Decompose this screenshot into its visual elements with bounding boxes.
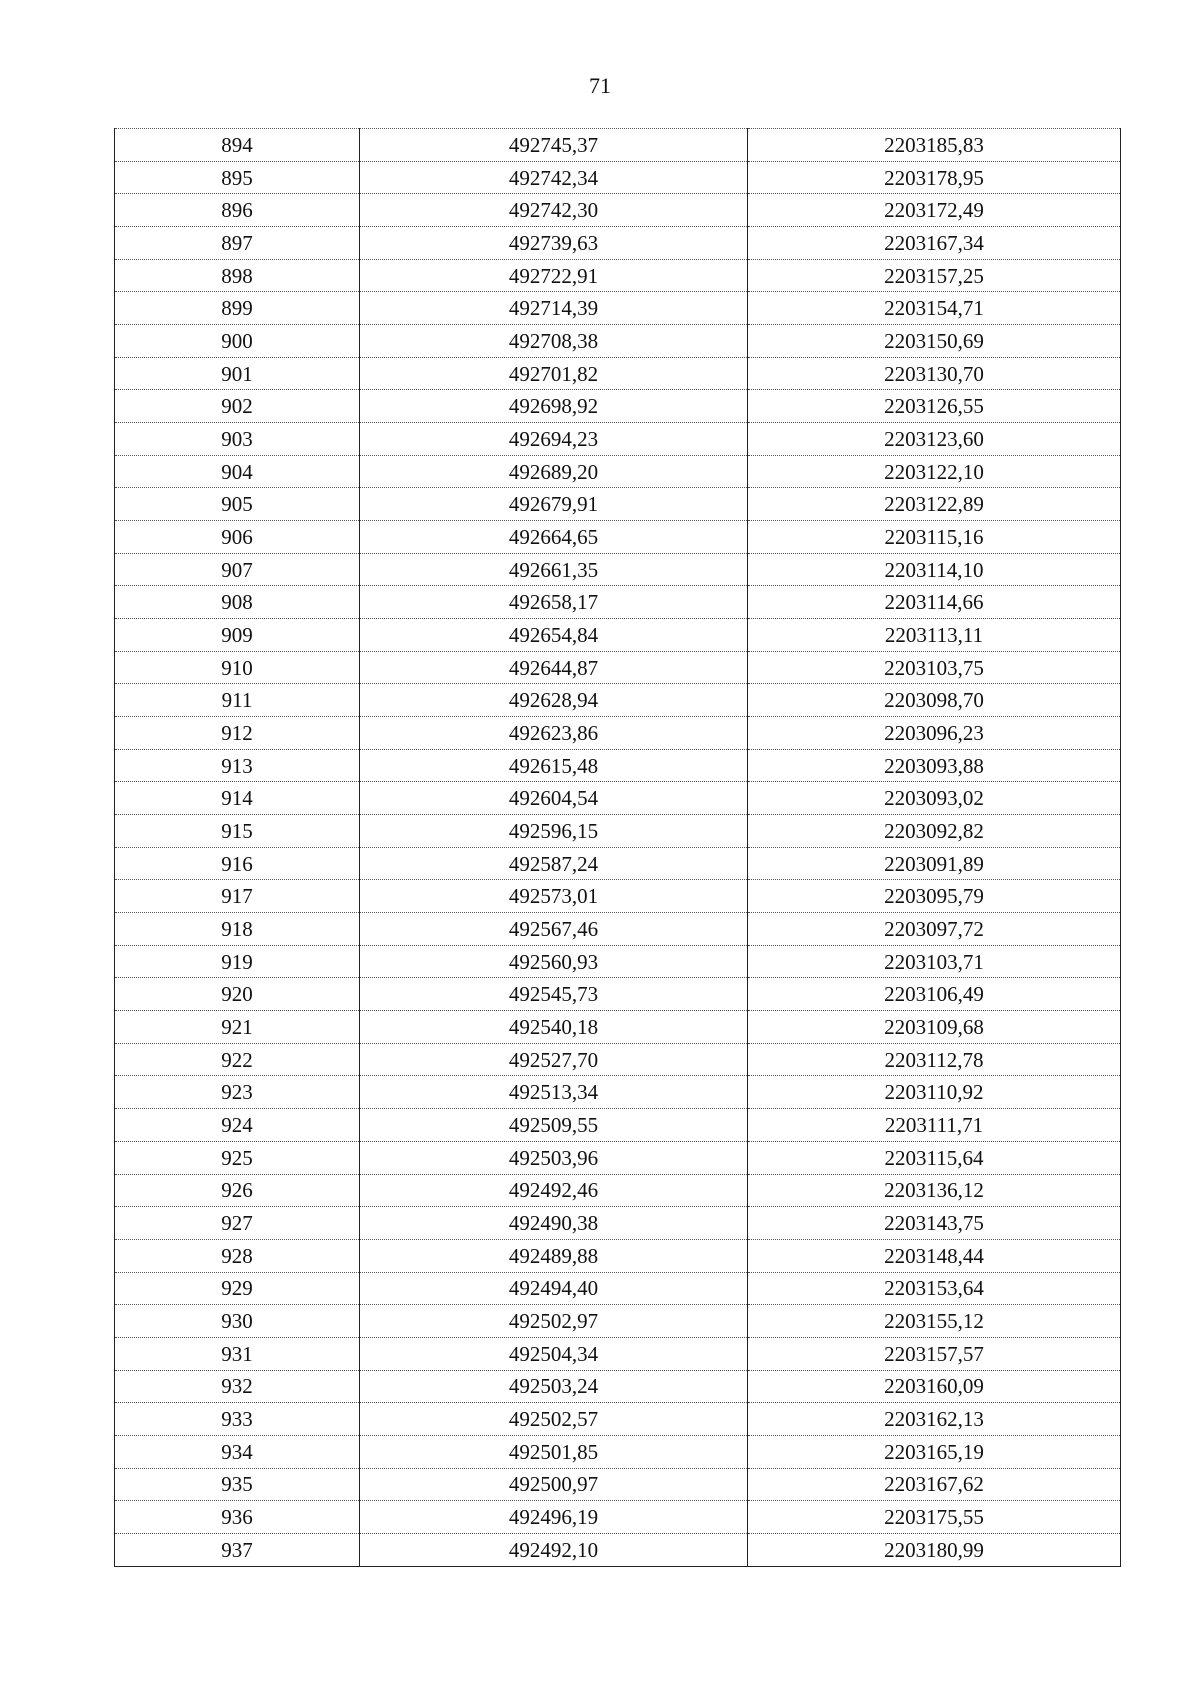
x-coordinate-cell: 492587,24 bbox=[360, 847, 748, 880]
x-coordinate-cell: 492560,93 bbox=[360, 945, 748, 978]
x-coordinate-cell: 492500,97 bbox=[360, 1468, 748, 1501]
x-coordinate-cell: 492513,34 bbox=[360, 1076, 748, 1109]
x-coordinate-cell: 492742,34 bbox=[360, 161, 748, 194]
table-row bbox=[115, 1174, 1121, 1207]
x-coordinate-cell: 492694,23 bbox=[360, 423, 748, 456]
point-number-cell: 928 bbox=[115, 1239, 360, 1272]
x-coordinate-cell: 492714,39 bbox=[360, 292, 748, 325]
table-row bbox=[115, 717, 1121, 750]
x-coordinate-cell: 492739,63 bbox=[360, 227, 748, 260]
y-coordinate-cell: 2203093,88 bbox=[748, 749, 1121, 782]
table-row bbox=[115, 1043, 1121, 1076]
x-coordinate-cell: 492502,57 bbox=[360, 1403, 748, 1436]
table-row bbox=[115, 619, 1121, 652]
x-coordinate-cell: 492708,38 bbox=[360, 325, 748, 358]
point-number-cell: 910 bbox=[115, 651, 360, 684]
x-coordinate-cell: 492596,15 bbox=[360, 815, 748, 848]
point-number-cell: 900 bbox=[115, 325, 360, 358]
table-row bbox=[115, 553, 1121, 586]
x-coordinate-cell: 492661,35 bbox=[360, 553, 748, 586]
y-coordinate-cell: 2203155,12 bbox=[748, 1305, 1121, 1338]
y-coordinate-cell: 2203122,10 bbox=[748, 455, 1121, 488]
x-coordinate-cell: 492496,19 bbox=[360, 1501, 748, 1534]
table-row bbox=[115, 1533, 1121, 1566]
table-row bbox=[115, 1076, 1121, 1109]
x-coordinate-cell: 492573,01 bbox=[360, 880, 748, 913]
point-number-cell: 908 bbox=[115, 586, 360, 619]
point-number-cell: 897 bbox=[115, 227, 360, 260]
point-number-cell: 936 bbox=[115, 1501, 360, 1534]
point-number-cell: 921 bbox=[115, 1011, 360, 1044]
x-coordinate-cell: 492698,92 bbox=[360, 390, 748, 423]
y-coordinate-cell: 2203165,19 bbox=[748, 1435, 1121, 1468]
table-row bbox=[115, 651, 1121, 684]
table-row bbox=[115, 1501, 1121, 1534]
x-coordinate-cell: 492503,24 bbox=[360, 1370, 748, 1403]
table-row bbox=[115, 423, 1121, 456]
coordinates-table-body bbox=[115, 129, 1121, 1567]
y-coordinate-cell: 2203092,82 bbox=[748, 815, 1121, 848]
y-coordinate-cell: 2203113,11 bbox=[748, 619, 1121, 652]
point-number-cell: 919 bbox=[115, 945, 360, 978]
table-row bbox=[115, 913, 1121, 946]
point-number-cell: 920 bbox=[115, 978, 360, 1011]
table-row bbox=[115, 129, 1121, 162]
table-row bbox=[115, 194, 1121, 227]
x-coordinate-cell: 492527,70 bbox=[360, 1043, 748, 1076]
y-coordinate-cell: 2203167,34 bbox=[748, 227, 1121, 260]
y-coordinate-cell: 2203091,89 bbox=[748, 847, 1121, 880]
point-number-cell: 934 bbox=[115, 1435, 360, 1468]
y-coordinate-cell: 2203103,75 bbox=[748, 651, 1121, 684]
y-coordinate-cell: 2203180,99 bbox=[748, 1533, 1121, 1566]
y-coordinate-cell: 2203103,71 bbox=[748, 945, 1121, 978]
y-coordinate-cell: 2203115,64 bbox=[748, 1141, 1121, 1174]
y-coordinate-cell: 2203150,69 bbox=[748, 325, 1121, 358]
y-coordinate-cell: 2203136,12 bbox=[748, 1174, 1121, 1207]
table-row bbox=[115, 1141, 1121, 1174]
y-coordinate-cell: 2203143,75 bbox=[748, 1207, 1121, 1240]
y-coordinate-cell: 2203154,71 bbox=[748, 292, 1121, 325]
y-coordinate-cell: 2203175,55 bbox=[748, 1501, 1121, 1534]
table-row bbox=[115, 749, 1121, 782]
y-coordinate-cell: 2203126,55 bbox=[748, 390, 1121, 423]
point-number-cell: 922 bbox=[115, 1043, 360, 1076]
x-coordinate-cell: 492604,54 bbox=[360, 782, 748, 815]
y-coordinate-cell: 2203153,64 bbox=[748, 1272, 1121, 1305]
table-row bbox=[115, 1435, 1121, 1468]
table-row bbox=[115, 1109, 1121, 1142]
table-row bbox=[115, 161, 1121, 194]
table-row bbox=[115, 847, 1121, 880]
table-row bbox=[115, 1370, 1121, 1403]
table-row bbox=[115, 1011, 1121, 1044]
x-coordinate-cell: 492644,87 bbox=[360, 651, 748, 684]
table-row bbox=[115, 978, 1121, 1011]
table-row bbox=[115, 227, 1121, 260]
x-coordinate-cell: 492689,20 bbox=[360, 455, 748, 488]
x-coordinate-cell: 492509,55 bbox=[360, 1109, 748, 1142]
point-number-cell: 896 bbox=[115, 194, 360, 227]
point-number-cell: 933 bbox=[115, 1403, 360, 1436]
x-coordinate-cell: 492504,34 bbox=[360, 1337, 748, 1370]
x-coordinate-cell: 492742,30 bbox=[360, 194, 748, 227]
x-coordinate-cell: 492503,96 bbox=[360, 1141, 748, 1174]
y-coordinate-cell: 2203123,60 bbox=[748, 423, 1121, 456]
point-number-cell: 902 bbox=[115, 390, 360, 423]
x-coordinate-cell: 492494,40 bbox=[360, 1272, 748, 1305]
table-row bbox=[115, 521, 1121, 554]
y-coordinate-cell: 2203130,70 bbox=[748, 357, 1121, 390]
x-coordinate-cell: 492654,84 bbox=[360, 619, 748, 652]
point-number-cell: 931 bbox=[115, 1337, 360, 1370]
y-coordinate-cell: 2203178,95 bbox=[748, 161, 1121, 194]
point-number-cell: 923 bbox=[115, 1076, 360, 1109]
point-number-cell: 913 bbox=[115, 749, 360, 782]
point-number-cell: 932 bbox=[115, 1370, 360, 1403]
point-number-cell: 925 bbox=[115, 1141, 360, 1174]
x-coordinate-cell: 492623,86 bbox=[360, 717, 748, 750]
table-row bbox=[115, 1239, 1121, 1272]
y-coordinate-cell: 2203110,92 bbox=[748, 1076, 1121, 1109]
point-number-cell: 901 bbox=[115, 357, 360, 390]
y-coordinate-cell: 2203098,70 bbox=[748, 684, 1121, 717]
table-row bbox=[115, 945, 1121, 978]
y-coordinate-cell: 2203096,23 bbox=[748, 717, 1121, 750]
point-number-cell: 912 bbox=[115, 717, 360, 750]
y-coordinate-cell: 2203172,49 bbox=[748, 194, 1121, 227]
table-row bbox=[115, 586, 1121, 619]
page-number: 71 bbox=[589, 73, 611, 98]
point-number-cell: 929 bbox=[115, 1272, 360, 1305]
x-coordinate-cell: 492545,73 bbox=[360, 978, 748, 1011]
y-coordinate-cell: 2203162,13 bbox=[748, 1403, 1121, 1436]
x-coordinate-cell: 492567,46 bbox=[360, 913, 748, 946]
point-number-cell: 935 bbox=[115, 1468, 360, 1501]
y-coordinate-cell: 2203185,83 bbox=[748, 129, 1121, 162]
y-coordinate-cell: 2203122,89 bbox=[748, 488, 1121, 521]
table-row bbox=[115, 292, 1121, 325]
point-number-cell: 924 bbox=[115, 1109, 360, 1142]
table-row bbox=[115, 1272, 1121, 1305]
y-coordinate-cell: 2203109,68 bbox=[748, 1011, 1121, 1044]
table-row bbox=[115, 880, 1121, 913]
x-coordinate-cell: 492722,91 bbox=[360, 259, 748, 292]
y-coordinate-cell: 2203160,09 bbox=[748, 1370, 1121, 1403]
y-coordinate-cell: 2203115,16 bbox=[748, 521, 1121, 554]
y-coordinate-cell: 2203157,57 bbox=[748, 1337, 1121, 1370]
point-number-cell: 926 bbox=[115, 1174, 360, 1207]
point-number-cell: 918 bbox=[115, 913, 360, 946]
x-coordinate-cell: 492502,97 bbox=[360, 1305, 748, 1338]
point-number-cell: 911 bbox=[115, 684, 360, 717]
y-coordinate-cell: 2203097,72 bbox=[748, 913, 1121, 946]
x-coordinate-cell: 492745,37 bbox=[360, 129, 748, 162]
table-row bbox=[115, 684, 1121, 717]
table-row bbox=[115, 488, 1121, 521]
table-row bbox=[115, 455, 1121, 488]
y-coordinate-cell: 2203111,71 bbox=[748, 1109, 1121, 1142]
point-number-cell: 905 bbox=[115, 488, 360, 521]
x-coordinate-cell: 492679,91 bbox=[360, 488, 748, 521]
table-row bbox=[115, 1468, 1121, 1501]
point-number-cell: 895 bbox=[115, 161, 360, 194]
point-number-cell: 898 bbox=[115, 259, 360, 292]
table-row bbox=[115, 357, 1121, 390]
point-number-cell: 914 bbox=[115, 782, 360, 815]
y-coordinate-cell: 2203114,66 bbox=[748, 586, 1121, 619]
table-row bbox=[115, 325, 1121, 358]
x-coordinate-cell: 492492,46 bbox=[360, 1174, 748, 1207]
point-number-cell: 907 bbox=[115, 553, 360, 586]
point-number-cell: 903 bbox=[115, 423, 360, 456]
x-coordinate-cell: 492701,82 bbox=[360, 357, 748, 390]
point-number-cell: 937 bbox=[115, 1533, 360, 1566]
table-row bbox=[115, 815, 1121, 848]
x-coordinate-cell: 492492,10 bbox=[360, 1533, 748, 1566]
x-coordinate-cell: 492615,48 bbox=[360, 749, 748, 782]
x-coordinate-cell: 492501,85 bbox=[360, 1435, 748, 1468]
table-row bbox=[115, 1207, 1121, 1240]
point-number-cell: 906 bbox=[115, 521, 360, 554]
point-number-cell: 915 bbox=[115, 815, 360, 848]
point-number-cell: 904 bbox=[115, 455, 360, 488]
y-coordinate-cell: 2203112,78 bbox=[748, 1043, 1121, 1076]
y-coordinate-cell: 2203148,44 bbox=[748, 1239, 1121, 1272]
x-coordinate-cell: 492664,65 bbox=[360, 521, 748, 554]
x-coordinate-cell: 492628,94 bbox=[360, 684, 748, 717]
y-coordinate-cell: 2203114,10 bbox=[748, 553, 1121, 586]
y-coordinate-cell: 2203157,25 bbox=[748, 259, 1121, 292]
point-number-cell: 930 bbox=[115, 1305, 360, 1338]
point-number-cell: 899 bbox=[115, 292, 360, 325]
y-coordinate-cell: 2203106,49 bbox=[748, 978, 1121, 1011]
point-number-cell: 917 bbox=[115, 880, 360, 913]
x-coordinate-cell: 492658,17 bbox=[360, 586, 748, 619]
table-row bbox=[115, 782, 1121, 815]
y-coordinate-cell: 2203167,62 bbox=[748, 1468, 1121, 1501]
point-number-cell: 909 bbox=[115, 619, 360, 652]
point-number-cell: 894 bbox=[115, 129, 360, 162]
x-coordinate-cell: 492540,18 bbox=[360, 1011, 748, 1044]
x-coordinate-cell: 492490,38 bbox=[360, 1207, 748, 1240]
table-row bbox=[115, 390, 1121, 423]
table-row bbox=[115, 259, 1121, 292]
table-row bbox=[115, 1337, 1121, 1370]
table-row bbox=[115, 1305, 1121, 1338]
point-number-cell: 916 bbox=[115, 847, 360, 880]
x-coordinate-cell: 492489,88 bbox=[360, 1239, 748, 1272]
table-row bbox=[115, 1403, 1121, 1436]
y-coordinate-cell: 2203095,79 bbox=[748, 880, 1121, 913]
point-number-cell: 927 bbox=[115, 1207, 360, 1240]
coordinates-table bbox=[114, 128, 1121, 1567]
y-coordinate-cell: 2203093,02 bbox=[748, 782, 1121, 815]
